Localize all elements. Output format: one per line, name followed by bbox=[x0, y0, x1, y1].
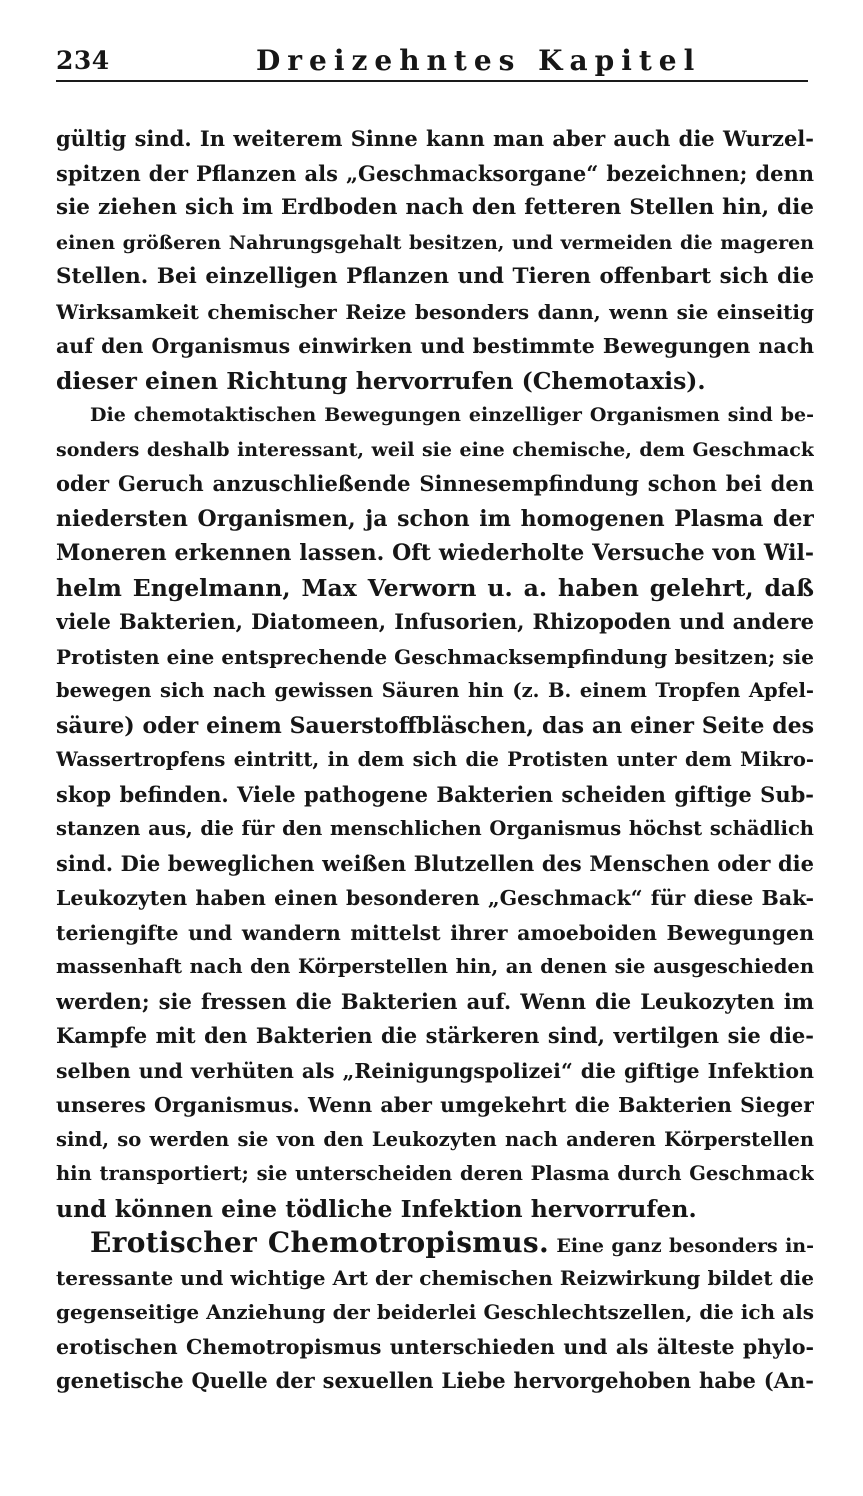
text-line: skop befinden. Viele pathogene Bakterien scheiden giftige Sub- bbox=[56, 781, 814, 807]
text-line-rest: Eine ganz besonders in- bbox=[549, 1235, 814, 1257]
text-line: säure) oder einem Sauerstoffbläschen, das an einer Seite des bbox=[56, 712, 814, 739]
text-line: spitzen der Pflanzen als „Geschmacksorgane“ bezeichnen; denn bbox=[56, 160, 814, 186]
text-line: Moneren erkennen lassen. Oft wiederholte Versuche von Wil- bbox=[56, 540, 814, 566]
paragraph-2 bbox=[56, 398, 814, 1226]
header-rule bbox=[56, 80, 808, 82]
text-line: dieser einen Richtung hervorrufen (Chemotaxis). bbox=[56, 366, 706, 395]
text-line: genetische Quelle der sexuellen Liebe hervorgehoben habe (An- bbox=[56, 1368, 814, 1393]
text-line: teriengifte und wandern mittelst ihrer amoeboiden Bewegungen bbox=[56, 920, 814, 945]
text-line: sind. Die beweglichen weißen Blutzellen des Menschen oder die bbox=[56, 850, 814, 876]
text-line: erotischen Chemotropismus unterschieden und als älteste phylo- bbox=[56, 1334, 814, 1359]
running-head: Dreizehntes Kapitel bbox=[256, 44, 702, 77]
text-line: viele Bakterien, Diatomeen, Infusorien, Rhizopoden und andere bbox=[56, 609, 814, 634]
text-line: niedersten Organismen, ja schon im homogenen Plasma der bbox=[56, 505, 814, 532]
text-line: unseres Organismus. Wenn aber umgekehrt die Bakterien Sieger bbox=[56, 1093, 814, 1117]
text-line: bewegen sich nach gewissen Säuren hin (z. B. einem Tropfen Apfel- bbox=[56, 679, 814, 702]
text-line: Stellen. Bei einzelligen Pflanzen und Tieren offenbart sich die bbox=[56, 264, 814, 289]
text-line: selben und verhüten als „Reinigungspolizei“ die giftige Infektion bbox=[56, 1058, 814, 1083]
text-line: gegenseitige Anziehung der beiderlei Geschlechtszellen, die ich als bbox=[56, 1300, 814, 1324]
section-heading: Erotischer Chemotropismus. bbox=[90, 1226, 550, 1259]
paragraph-1 bbox=[56, 122, 814, 398]
text-line: Wassertropfens eintritt, in dem sich die Protisten unter dem Mikro- bbox=[56, 748, 814, 771]
text-line: Protisten eine entsprechende Geschmacksempfindung besitzen; sie bbox=[56, 644, 814, 669]
text-line: sind, so werden sie von den Leukozyten nach anderen Körperstellen bbox=[56, 1127, 814, 1151]
body-text bbox=[56, 122, 814, 1399]
text-line: hin transportiert; sie unterscheiden deren Plasma durch Geschmack bbox=[56, 1162, 814, 1185]
page-number: 234 bbox=[56, 46, 110, 75]
paragraph-3 bbox=[56, 1226, 814, 1399]
text-line-with-heading bbox=[56, 1226, 814, 1261]
text-line: Kampfe mit den Bakterien die stärkeren sind, vertilgen sie die- bbox=[56, 1023, 814, 1048]
text-line: oder Geruch anzuschließende Sinnesempfindung schon bei den bbox=[56, 471, 814, 496]
text-line: werden; sie fressen die Bakterien auf. Wenn die Leukozyten im bbox=[56, 988, 814, 1014]
text-line: sie ziehen sich im Erdboden nach den fetteren Stellen hin, die bbox=[56, 195, 814, 220]
text-line: Leukozyten haben einen besonderen „Geschmack“ für diese Bak- bbox=[56, 886, 814, 910]
text-line: helm Engelmann, Max Verworn u. a. haben gelehrt, daß bbox=[56, 573, 814, 602]
text-line: stanzen aus, die für den menschlichen Organismus höchst schädlich bbox=[56, 817, 814, 840]
text-line: sonders deshalb interessant, weil sie eine chemische, dem Geschmack bbox=[56, 438, 814, 461]
text-line: einen größeren Nahrungsgehalt besitzen, und vermeiden die mageren bbox=[56, 231, 814, 254]
text-line: gültig sind. In weiterem Sinne kann man aber auch die Wurzel- bbox=[56, 126, 814, 151]
text-line: Die chemotaktischen Bewegungen einzelliger Organismen sind be- bbox=[90, 404, 814, 426]
text-line: massenhaft nach den Körperstellen hin, an denen sie ausgeschieden bbox=[56, 955, 814, 978]
book-page bbox=[56, 44, 814, 1393]
text-line: Wirksamkeit chemischer Reize besonders dann, wenn sie einseitig bbox=[56, 299, 814, 324]
page-header bbox=[56, 44, 814, 84]
text-line: und können eine tödliche Infektion hervorrufen. bbox=[56, 1194, 697, 1223]
text-line: auf den Organismus einwirken und bestimmte Bewegungen nach bbox=[56, 334, 814, 358]
text-line: teressante und wichtige Art der chemischen Reizwirkung bildet die bbox=[56, 1265, 814, 1290]
